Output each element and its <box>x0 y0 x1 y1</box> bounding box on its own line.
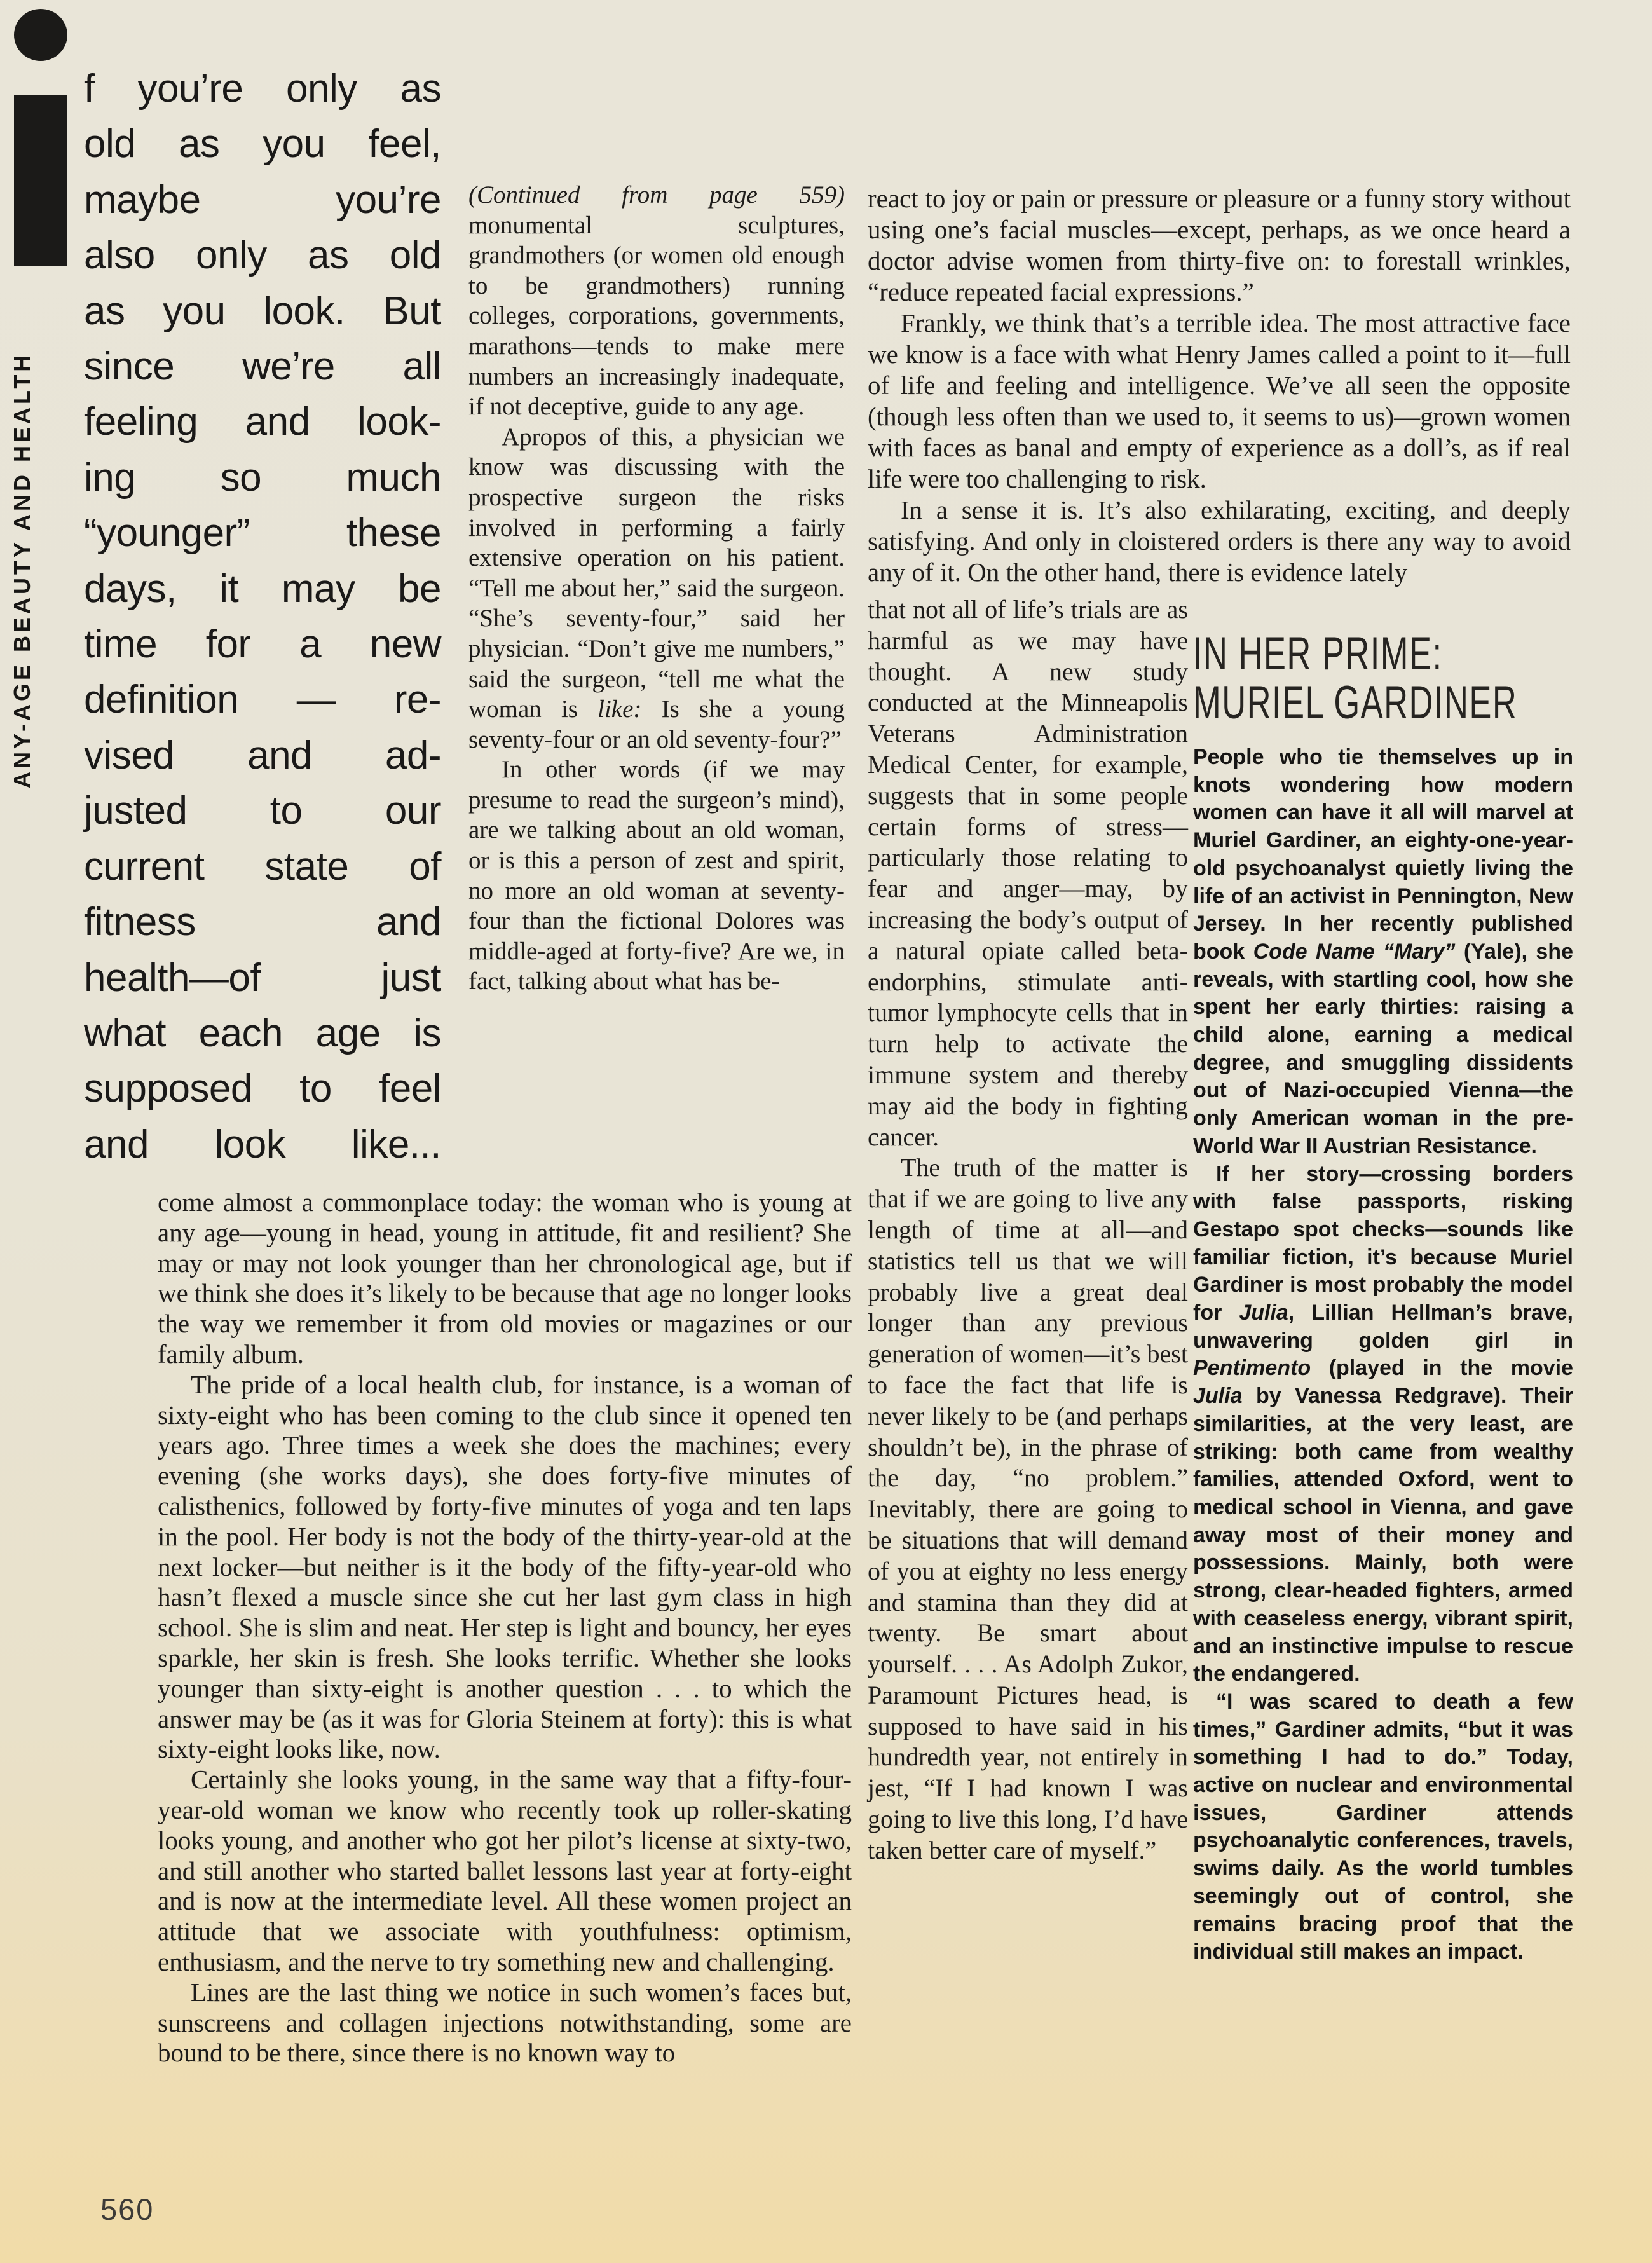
intro-line: what each age is <box>84 1011 441 1055</box>
italic-text: Julia <box>1193 1384 1243 1409</box>
feature-title-line2: MURIEL GARDINER <box>1193 677 1518 728</box>
intro-line: justed to our <box>84 789 441 833</box>
intro-line: vised and ad- <box>84 733 441 777</box>
paragraph <box>1193 1161 1573 1688</box>
body-text: In other words (if we may presume to read the surgeon’s mind), are we talking about an old woman, or is this a person of zest and spirit, no more an old woman at seventy-four than the fictional Dolores was middle-aged at forty-five? Are we, in fact, talking about what has be- <box>468 756 845 995</box>
feature-title-line1: IN HER PRIME: <box>1193 628 1443 680</box>
body-text: Lines are the last thing we notice in such women’s faces but, sunscreens and collagen injections notwithstanding, some are bound to be there, since there is no known way to <box>158 1977 852 2068</box>
paragraph <box>468 180 845 422</box>
column-bottom-wide <box>158 1187 852 2068</box>
paragraph <box>1193 1688 1573 1966</box>
body-text: “I was scared to death a few times,” Gardiner admits, “but it was something I had to do.” Today, active on nuclear and environmental issues, Gardiner attends psychoanalytic conferences, travels, swims daily. As the world tumbles seemingly out of control, she remains bracing proof that the individual still makes an impact. <box>1193 1689 1573 1964</box>
body-text: that not all of life’s trials are as harmful as we may have thought. A new study conducted at the Minneapolis Veterans Administration Medical Center, for example, suggests that in some people certain forms of stress—particularly those relating to fear and anger—may, by increasing the body’s output of a natural opiate called beta-endorphins, stimulate anti-tumor lymphocyte cells that in turn help to activate the immune system and thereby may aid the body in fighting cancer. <box>868 595 1188 1151</box>
intro-line: maybe you’re <box>84 177 441 222</box>
body-text: Frankly, we think that’s a terrible idea. The most attractive face we know is a face with what Henry James called a point to it—full of life and feeling and intelligence. We’ve all seen the opposite (though less often than we used to, it seems to us)—grown women with faces as banal and empty of experience as a doll’s, as if real life were too challenging to risk. <box>868 308 1571 493</box>
body-text: (Yale), she reveals, with startling cool, how she spent her early thirties: raising a child alone, earning a medical degree, and smuggling dissidents out of Nazi-occupied Vienna—the only American woman in the pre-World War II Austrian Resistance. <box>1193 939 1573 1158</box>
body-text: monumental sculptures, grandmothers (or women old enough to be grandmothers) running colleges, corporations, governments, marathons—tends to make mere numbers an increasingly inadequate, if not deceptive, guide to any age. <box>468 211 845 421</box>
italic-text: Pentimento <box>1193 1356 1311 1381</box>
intro-line: f you’re only as <box>84 67 441 111</box>
body-text: come almost a commonplace today: the woman who is young at any age—young in head, young in attitude, fit and resilient? She may or may not look younger than her chronological age, but if we think she does it’s likely to be because that age no longer looks the way we remember it from old movies or magazines or our family album. <box>158 1187 852 1369</box>
paragraph <box>468 422 845 755</box>
intro-line: supposed to feel <box>84 1067 441 1111</box>
vertical-section-banner: ANY-AGE BEAUTY AND HEALTH <box>9 352 35 788</box>
paragraph <box>868 594 1188 1152</box>
intro-line: definition — re- <box>84 678 441 722</box>
paragraph <box>468 755 845 997</box>
paragraph <box>158 1978 852 2068</box>
body-text: People who tie themselves up in knots wondering how modern women can have it all will marvel at Muriel Gardiner, an eighty-one-year-old psychoanalyst quietly living the life of an activist in Pennington, New Jersey. In her recently published book <box>1193 745 1573 964</box>
column-mid-narrow <box>868 594 1188 1866</box>
body-text: react to joy or pain or pressure or pleasure or a funny story without using one’s facial muscles—except, perhaps, as we once heard a doctor advise women from thirty-five on: to forestall wrinkles, “reduce repeated facial expressions.” <box>868 184 1571 306</box>
paragraph <box>158 1370 852 1765</box>
italic-text: Code Name “Mary” <box>1253 939 1456 964</box>
intro-line: and look like... <box>84 1122 441 1166</box>
intro-line: health—of just <box>84 955 441 1000</box>
italic-text: (Continued from page 559) <box>468 181 845 209</box>
feature-sidebar <box>1193 629 1573 1966</box>
intro-line: since we’re all <box>84 345 441 389</box>
italic-text: like: <box>597 695 642 723</box>
body-text: Is she a young seventy-four or an old seventy-four?” <box>468 695 845 753</box>
intro-deck <box>84 61 441 1172</box>
column-top-right <box>868 183 1571 588</box>
body-text: Certainly she looks young, in the same way that a fifty-four-year-old woman we know who recently took up roller-skating looks young, and another who got her pilot’s license at sixty-two, and still another who started ballet lessons last year at forty-eight and is now at the intermediate level. All these women project an attitude that we associate with youthfulness: optimism, enthusiasm, and the nerve to try something new and challenging. <box>158 1765 852 1976</box>
intro-line: ing so much <box>84 455 441 500</box>
intro-line: days, it may be <box>84 566 441 611</box>
body-text: If her story—crossing borders with false passports, risking Gestapo spot checks—sounds like familiar fiction, it’s because Muriel Gardiner is most probably the model for <box>1193 1161 1573 1325</box>
body-text: In a sense it is. It’s also exhilarating, exciting, and deeply satisfying. And only in cloistered orders is there any way to avoid any of it. On the other hand, there is evidence lately <box>868 495 1571 587</box>
intro-line: feeling and look- <box>84 400 441 444</box>
body-text: (played in the movie <box>1311 1356 1573 1381</box>
paragraph <box>158 1765 852 1978</box>
intro-line: fitness and <box>84 900 441 945</box>
intro-line: current state of <box>84 844 441 889</box>
intro-line: old as you feel, <box>84 122 441 167</box>
body-text: The truth of the matter is that if we are going to live any length of time at all—and statistics tell us that we will probably live a great deal longer than any previous generation of women—it’s best to face the fact that life is never likely to be (and perhaps shouldn’t be), in the phrase of the day, “no problem.” Inevitably, there are going to be situations that will demand of you at eighty no less energy and stamina than they did at twenty. Be smart about yourself. . . . As Adolph Zukor, Paramount Pictures head, is supposed to have said in his hundredth year, not entirely in jest, “If I had known I was going to live this long, I’d have taken better care of myself.” <box>868 1153 1188 1864</box>
intro-line: as you look. But <box>84 289 441 333</box>
body-text: by Vanessa Redgrave). Their similarities, at the very least, are striking: both came from wealthy families, attended Oxford, went to medical school in Vienna, and gave away most of their money and possessions. Mainly, both were strong, clear-headed fighters, armed with ceaseless energy, vibrant spirit, and an instinctive impulse to rescue the endangered. <box>1193 1384 1573 1686</box>
intro-line: time for a new <box>84 622 441 667</box>
page-number: 560 <box>100 2192 154 2226</box>
body-text: , Lillian Hellman’s brave, unwavering golden girl in <box>1193 1301 1573 1353</box>
column-continued <box>468 180 845 997</box>
paragraph <box>868 495 1571 588</box>
paragraph <box>158 1187 852 1370</box>
feature-body <box>1193 744 1573 1966</box>
body-text: Apropos of this, a physician we know was discussing with the prospective surgeon the risks involved in performing a fairly extensive operation on his patient. “Tell me about her,” said the surgeon. “She’s seventy-four,” said her physician. “Don’t give me numbers,” said the surgeon, “tell me what the woman is <box>468 423 845 723</box>
paragraph <box>868 1152 1188 1866</box>
feature-title <box>1193 628 1518 728</box>
dropcap-dot <box>14 9 67 61</box>
body-text: The pride of a local health club, for instance, is a woman of sixty-eight who has been coming to the club since it opened ten years ago. Three times a week she does the machines; every evening (she works days), she does forty-five minutes of calisthenics, followed by forty-five minutes of yoga and ten laps in the pool. Her body is not the body of the thirty-year-old at the next locker—but neither is it the body of the fifty-year-old who hasn’t flexed a muscle since she cut her last gym class in high school. She is slim and neat. Her step is light and bouncy, her eyes sparkle, her skin is fresh. She looks terrific. Whether she looks younger than sixty-eight is another question . . . to which the answer may be (as it was for Gloria Steinem at forty): this is what sixty-eight looks like, now. <box>158 1369 852 1764</box>
intro-line: also only as old <box>84 233 441 278</box>
intro-line: “younger” these <box>84 511 441 556</box>
italic-text: Julia <box>1239 1301 1288 1325</box>
paragraph <box>1193 744 1573 1161</box>
paragraph <box>868 308 1571 495</box>
paragraph <box>868 183 1571 308</box>
